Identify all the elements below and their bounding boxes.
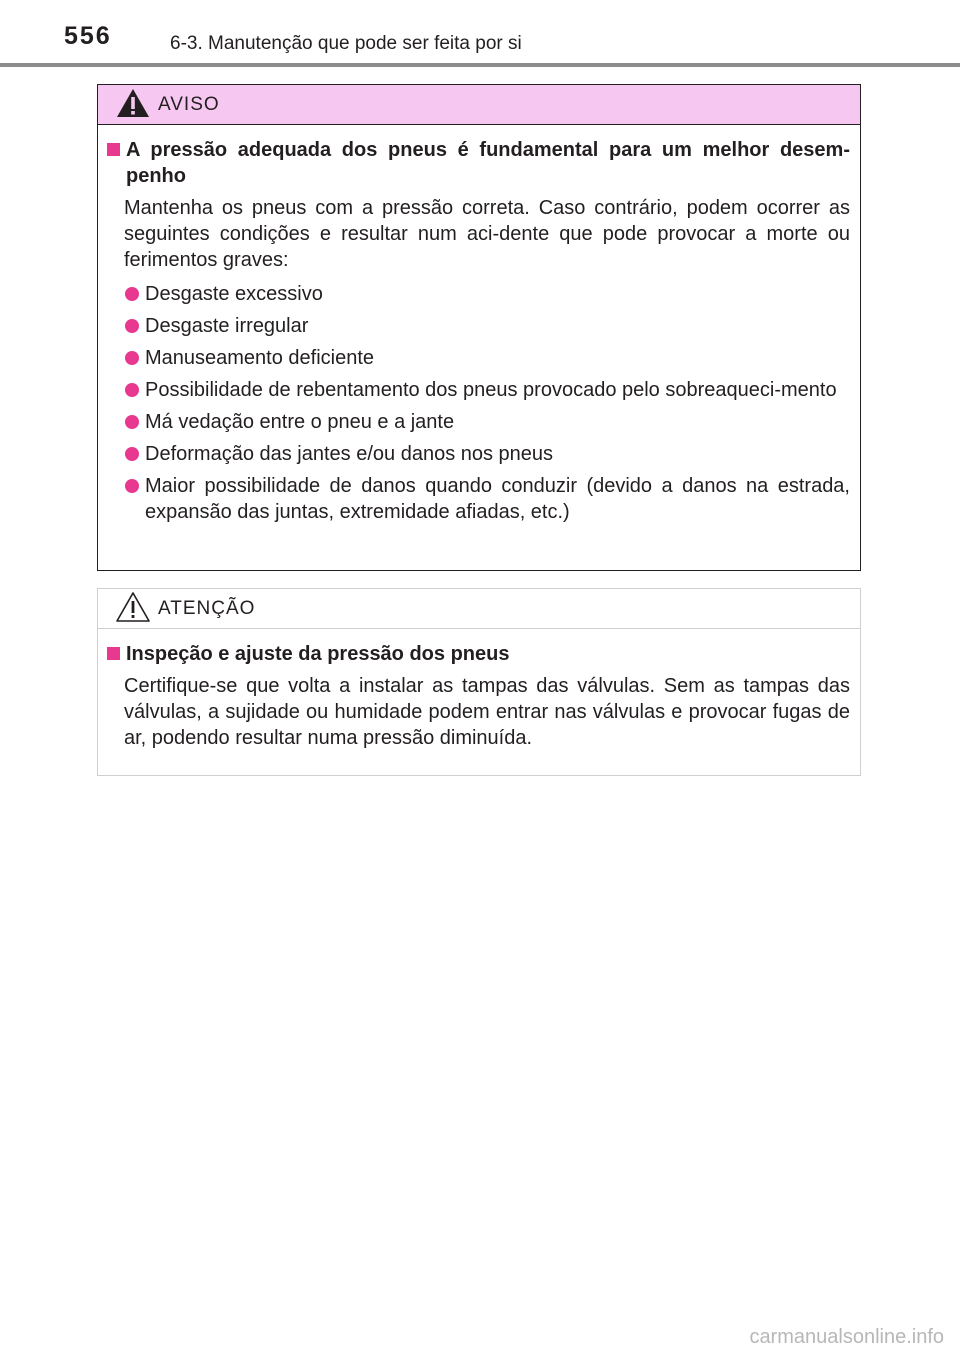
warning-box-header bbox=[98, 85, 860, 125]
warning-bullet-list bbox=[105, 281, 850, 525]
list-item: Manuseamento deficiente bbox=[124, 345, 850, 371]
caution-box-header bbox=[98, 589, 860, 629]
caution-item-title bbox=[105, 641, 850, 667]
warning-paragraph: Mantenha os pneus com a pressão correta. Caso contrário, podem ocorrer as seguintes condições e resultar num aci-dente que pode provocar a morte ou ferimentos graves: bbox=[124, 197, 850, 271]
caution-body bbox=[98, 629, 860, 751]
page-header bbox=[0, 0, 960, 68]
warning-body bbox=[98, 125, 860, 525]
list-item: Desgaste irregular bbox=[124, 313, 850, 339]
section-title: 6-3. Manutenção que pode ser feita por si bbox=[170, 33, 522, 54]
list-item: Possibilidade de rebentamento dos pneus provocado pelo sobreaqueci-mento bbox=[124, 377, 850, 403]
caution-label: ATENÇÃO bbox=[158, 598, 256, 619]
circle-bullet-icon bbox=[125, 479, 139, 493]
list-item: Deformação das jantes e/ou danos nos pneus bbox=[124, 441, 850, 467]
header-rule bbox=[0, 63, 960, 67]
caution-paragraph: Certifique-se que volta a instalar as tampas das válvulas. Sem as tampas das válvulas, a sujidade ou humidade podem entrar nas válvulas e provocar fugas de ar, podendo resultar numa pressão diminuída. bbox=[124, 675, 850, 749]
page-number: 556 bbox=[64, 22, 112, 50]
circle-bullet-icon bbox=[125, 383, 139, 397]
circle-bullet-icon bbox=[125, 287, 139, 301]
watermark: carmanualsonline.info bbox=[749, 1326, 944, 1348]
list-item: Má vedação entre o pneu e a jante bbox=[124, 409, 850, 435]
caution-box bbox=[97, 588, 861, 776]
square-bullet-icon bbox=[107, 647, 120, 660]
caution-title-text: Inspeção e ajuste da pressão dos pneus bbox=[126, 643, 510, 665]
warning-label: AVISO bbox=[158, 94, 220, 115]
list-item: Maior possibilidade de danos quando conduzir (devido a danos na estrada, expansão das juntas, extremidade afiadas, etc.) bbox=[124, 473, 850, 525]
list-item: Desgaste excessivo bbox=[124, 281, 850, 307]
circle-bullet-icon bbox=[125, 319, 139, 333]
warning-box bbox=[97, 84, 861, 571]
caution-triangle-icon bbox=[115, 590, 151, 624]
circle-bullet-icon bbox=[125, 415, 139, 429]
square-bullet-icon bbox=[107, 143, 120, 156]
circle-bullet-icon bbox=[125, 447, 139, 461]
warning-item-title bbox=[105, 137, 850, 189]
circle-bullet-icon bbox=[125, 351, 139, 365]
warning-triangle-icon bbox=[115, 86, 151, 120]
warning-title-text: A pressão adequada dos pneus é fundamental para um melhor desem-penho bbox=[126, 139, 850, 187]
